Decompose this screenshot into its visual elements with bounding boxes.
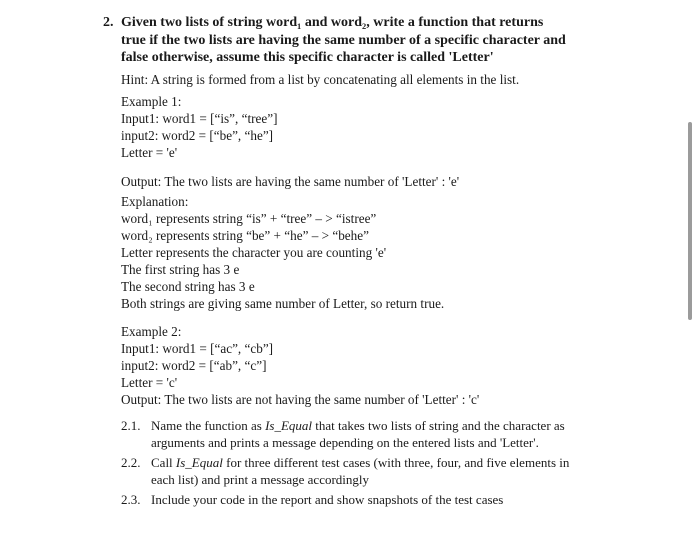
- question-line-2: true if the two lists are having the same number of a specific character and: [121, 33, 566, 48]
- scrollbar[interactable]: [688, 122, 692, 320]
- example1-letter: Letter = 'e': [121, 145, 178, 160]
- question-line-1: Given two lists of string word₁ and word₂, write a function that returns: [121, 15, 544, 30]
- example1-output: Output: The two lists are having the same number of 'Letter' : 'e': [121, 174, 460, 189]
- hint-text: Hint: A string is formed from a list by concatenating all elements in the list.: [121, 72, 520, 87]
- example1-input2: input2: word2 = [“be”, “he”]: [121, 128, 274, 143]
- explanation-line-4: The first string has 3 e: [121, 262, 240, 277]
- subtask-number-1: 2.1.: [121, 418, 141, 433]
- subtask-2-line-2: each list) and print a message accordingly: [151, 472, 370, 487]
- question-number: 2.: [103, 15, 114, 30]
- example2-output: Output: The two lists are not having the same number of 'Letter' : 'c': [121, 392, 480, 407]
- subtask-3-line-1: Include your code in the report and show snapshots of the test cases: [151, 492, 504, 507]
- subtask-number-2: 2.2.: [121, 455, 141, 470]
- function-name: Is_Equal: [175, 455, 223, 470]
- example1-input1: Input1: word1 = [“is”, “tree”]: [121, 111, 278, 126]
- explanation-line-2: word₂ represents string “be” + “he” – > “behe”: [121, 228, 369, 243]
- subtask-number-3: 2.3.: [121, 492, 141, 507]
- explanation-line-6: Both strings are giving same number of Letter, so return true.: [121, 296, 445, 311]
- example1-title: Example 1:: [121, 94, 182, 109]
- example2-title: Example 2:: [121, 324, 182, 339]
- example2-input1: Input1: word1 = [“ac”, “cb”]: [121, 341, 274, 356]
- explanation-line-1: word₁ represents string “is” + “tree” – > “istree”: [121, 211, 377, 226]
- example2-input2: input2: word2 = [“ab”, “c”]: [121, 358, 267, 373]
- example2-letter: Letter = 'c': [121, 375, 178, 390]
- example1-explanation-title: Explanation:: [121, 194, 189, 209]
- subtask-1-line-1: Name the function as Is_Equal that takes two lists of string and the character as: [151, 418, 565, 433]
- subtask-1-line-2: arguments and prints a message depending on the entered lists and 'Letter'.: [151, 435, 539, 450]
- subtask-2-line-1: Call Is_Equal for three different test cases (with three, four, and five elements in: [151, 455, 570, 470]
- question-line-3: false otherwise, assume this specific character is called 'Letter': [121, 50, 494, 65]
- function-name: Is_Equal: [265, 418, 313, 433]
- explanation-line-3: Letter represents the character you are counting 'e': [121, 245, 387, 260]
- explanation-line-5: The second string has 3 e: [121, 279, 255, 294]
